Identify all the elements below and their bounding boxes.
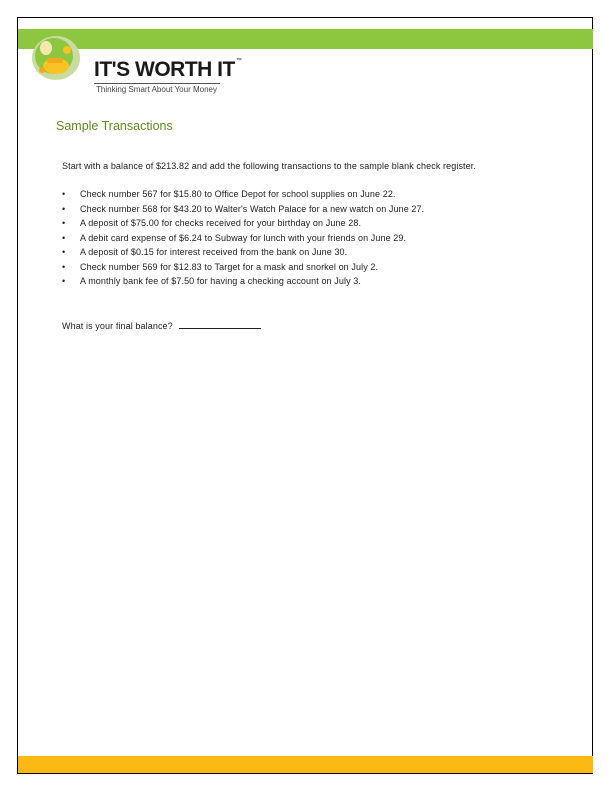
bullet: • bbox=[62, 261, 66, 272]
transaction-text: A deposit of $75.00 for checks received for your birthday on June 28. bbox=[80, 218, 362, 228]
bullet: • bbox=[62, 232, 66, 243]
bullet: • bbox=[62, 203, 66, 214]
bullet: • bbox=[62, 247, 66, 257]
transaction-text: Check number 567 for $15.80 to Office Depot for school supplies on June 22. bbox=[80, 189, 396, 199]
its-worth-it-logo bbox=[30, 28, 242, 100]
footer-yellow-bar bbox=[18, 756, 593, 773]
answer-blank[interactable] bbox=[179, 319, 261, 329]
transaction-text: A monthly bank fee of $7.50 for having a checking account on July 3. bbox=[80, 276, 361, 286]
intro-text: Start with a balance of $213.82 and add the following transactions to the sample blank check register. bbox=[62, 161, 476, 171]
transaction-text: A deposit of $0.15 for interest received from the bank on June 30. bbox=[80, 247, 348, 257]
logo-tagline: Thinking Smart About Your Money bbox=[96, 85, 217, 94]
logo-wordmark: IT'S WORTH IT™ bbox=[94, 58, 242, 81]
final-balance-question bbox=[62, 319, 261, 331]
question-text: What is your final balance? bbox=[62, 321, 173, 331]
transaction-text: Check number 568 for $43.20 to Walter's Watch Palace for a new watch on June 27. bbox=[80, 203, 425, 214]
piggy-bank-mascot-icon bbox=[30, 28, 86, 84]
bullet: • bbox=[62, 189, 66, 199]
section-title: Sample Transactions bbox=[56, 119, 173, 133]
logo-rule bbox=[94, 83, 220, 84]
transaction-text: Check number 569 for $12.83 to Target for a mask and snorkel on July 2. bbox=[80, 261, 379, 272]
bullet: • bbox=[62, 218, 66, 228]
bullet: • bbox=[62, 276, 66, 286]
transaction-text: A debit card expense of $6.24 to Subway for lunch with your friends on June 29. bbox=[80, 232, 407, 243]
